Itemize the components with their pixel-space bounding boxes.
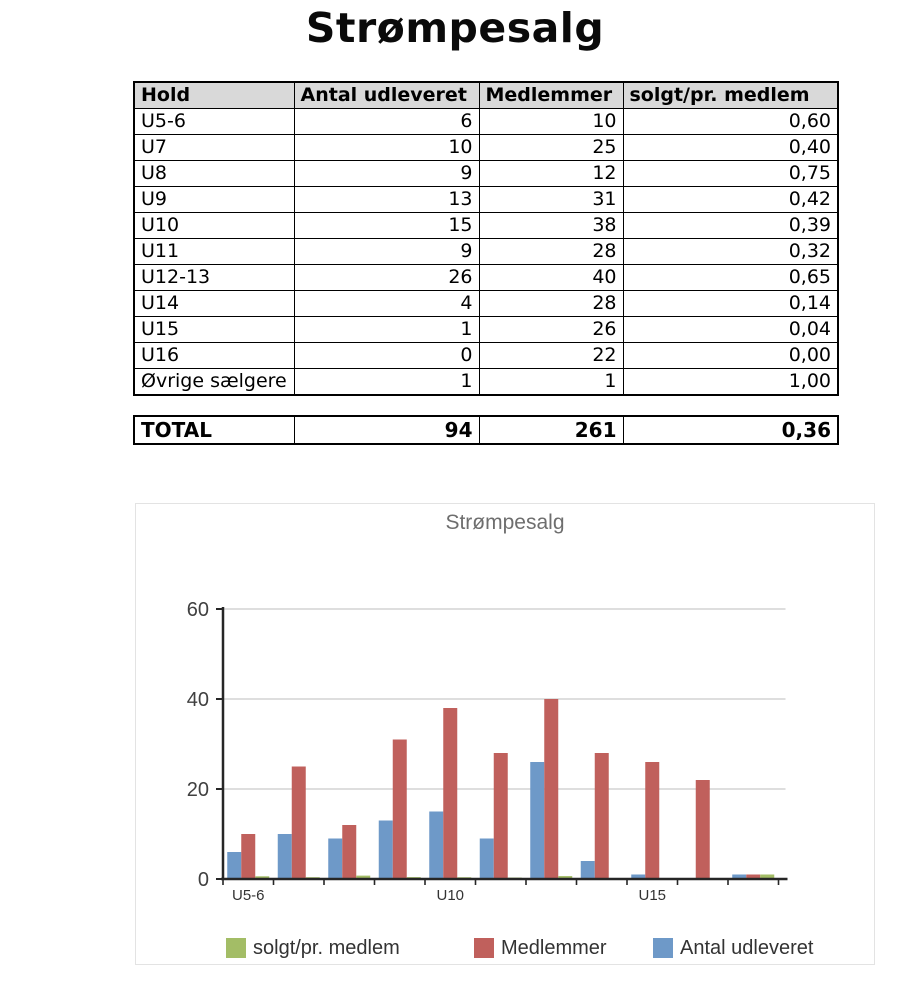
- table-cell: 0,00: [623, 343, 838, 369]
- x-axis-tick-label: U10: [436, 887, 465, 904]
- table-cell: U14: [134, 291, 294, 317]
- table-cell: 0,75: [623, 161, 838, 187]
- table-cell: 1: [479, 369, 623, 396]
- table-row: [134, 187, 838, 213]
- table-cell: 0,65: [623, 265, 838, 291]
- header-row: [134, 82, 838, 109]
- chart-bar: [645, 762, 659, 879]
- table-cell: 0,60: [623, 109, 838, 135]
- chart-bar: [494, 753, 508, 879]
- table-cell: 31: [479, 187, 623, 213]
- table-cell: 9: [294, 239, 479, 265]
- table-cell: 6: [294, 109, 479, 135]
- table-row: [134, 135, 838, 161]
- total-cell: 261: [479, 416, 623, 444]
- chart-bar: [342, 825, 356, 879]
- table-row: [134, 239, 838, 265]
- chart-bar: [241, 834, 255, 879]
- table-cell: 1: [294, 317, 479, 343]
- column-header: solgt/pr. medlem: [623, 82, 838, 109]
- x-axis-tick-label: U15: [638, 887, 667, 904]
- table-cell: 1,00: [623, 369, 838, 396]
- table-cell: 4: [294, 291, 479, 317]
- column-header: Antal udleveret: [294, 82, 479, 109]
- legend-label: Antal udleveret: [680, 937, 814, 959]
- total-cell: 0,36: [623, 416, 838, 444]
- table-cell: U9: [134, 187, 294, 213]
- table-cell: 26: [294, 265, 479, 291]
- table-cell: Øvrige sælgere: [134, 369, 294, 396]
- y-axis-tick-label: 0: [197, 869, 209, 891]
- bar-chart: [135, 503, 875, 965]
- table-row: [134, 161, 838, 187]
- sales-table: [133, 81, 839, 396]
- table-body: [134, 109, 838, 396]
- chart-bar: [379, 821, 393, 880]
- chart-bar: [595, 753, 609, 879]
- table-cell: 25: [479, 135, 623, 161]
- y-axis-tick-label: 20: [186, 779, 209, 801]
- table-cell: 0,32: [623, 239, 838, 265]
- chart-bar: [429, 812, 443, 880]
- table-cell: U12-13: [134, 265, 294, 291]
- table-cell: 28: [479, 291, 623, 317]
- table-cell: 15: [294, 213, 479, 239]
- table-cell: U10: [134, 213, 294, 239]
- chart-bar: [696, 780, 710, 879]
- table-row: [134, 317, 838, 343]
- table-cell: 13: [294, 187, 479, 213]
- total-row: [134, 416, 838, 444]
- chart-title: Strømpesalg: [445, 511, 565, 534]
- table-cell: 0,42: [623, 187, 838, 213]
- chart-bar: [393, 740, 407, 880]
- chart-bar: [443, 708, 457, 879]
- table-cell: 10: [479, 109, 623, 135]
- table-cell: 12: [479, 161, 623, 187]
- table-row: [134, 213, 838, 239]
- chart-bar: [581, 861, 595, 879]
- table-cell: U8: [134, 161, 294, 187]
- total-table: [133, 415, 839, 445]
- legend-swatch-icon: [226, 938, 246, 958]
- table-cell: 0,14: [623, 291, 838, 317]
- table-cell: U5-6: [134, 109, 294, 135]
- table-cell: 0,39: [623, 213, 838, 239]
- table-cell: 10: [294, 135, 479, 161]
- table-row: [134, 109, 838, 135]
- chart-bar: [544, 699, 558, 879]
- table-header: [134, 82, 838, 109]
- total-cell: 94: [294, 416, 479, 444]
- total-cell: TOTAL: [134, 416, 294, 444]
- table-row: [134, 265, 838, 291]
- legend-swatch-icon: [474, 938, 494, 958]
- y-axis-tick-label: 60: [186, 599, 209, 621]
- chart-bar: [530, 762, 544, 879]
- legend-label: Medlemmer: [501, 937, 607, 959]
- table-cell: U16: [134, 343, 294, 369]
- legend-label: solgt/pr. medlem: [253, 937, 400, 959]
- table-cell: 40: [479, 265, 623, 291]
- table-cell: U11: [134, 239, 294, 265]
- table-cell: 0,40: [623, 135, 838, 161]
- table-cell: 9: [294, 161, 479, 187]
- table-cell: 22: [479, 343, 623, 369]
- chart-bar: [480, 839, 494, 880]
- table-cell: 26: [479, 317, 623, 343]
- table-cell: U15: [134, 317, 294, 343]
- legend-swatch-icon: [653, 938, 673, 958]
- chart-bar: [292, 767, 306, 880]
- y-axis-tick-label: 40: [186, 689, 209, 711]
- table-cell: 1: [294, 369, 479, 396]
- chart-bar: [278, 834, 292, 879]
- table-cell: 0: [294, 343, 479, 369]
- column-header: Medlemmer: [479, 82, 623, 109]
- chart-bar: [328, 839, 342, 880]
- table-cell: 38: [479, 213, 623, 239]
- column-header: Hold: [134, 82, 294, 109]
- chart-plot-area: [136, 504, 874, 924]
- page-title: Strømpesalg: [305, 4, 605, 52]
- table-cell: U7: [134, 135, 294, 161]
- table-row: [134, 343, 838, 369]
- table-cell: 28: [479, 239, 623, 265]
- table-cell: 0,04: [623, 317, 838, 343]
- table-row: [134, 291, 838, 317]
- chart-bar: [227, 852, 241, 879]
- table-row: [134, 369, 838, 396]
- x-axis-tick-label: U5-6: [231, 887, 265, 904]
